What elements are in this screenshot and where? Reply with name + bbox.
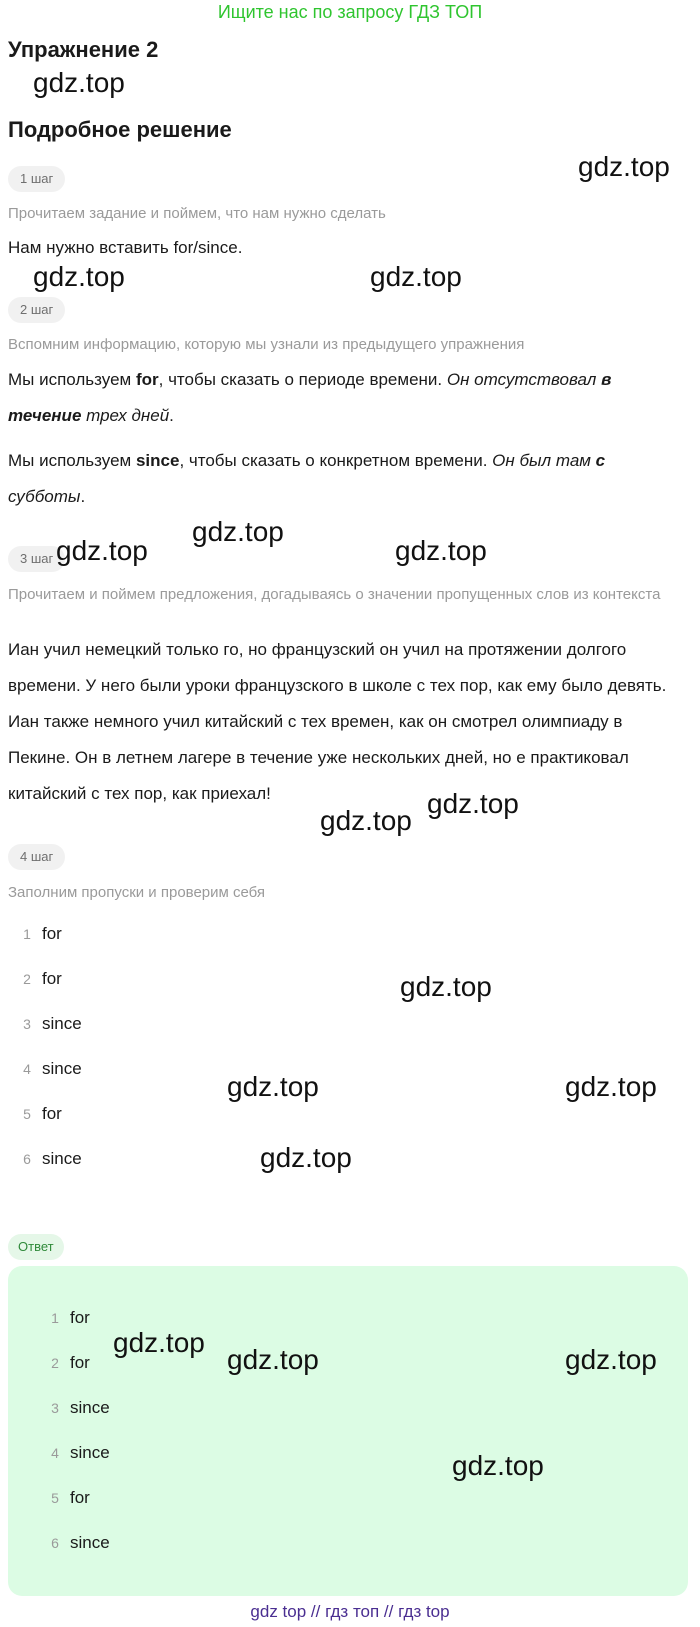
step-badge: 2 шаг (8, 297, 65, 323)
list-item: 3 since (23, 1014, 82, 1033)
watermark: gdz.top (452, 1450, 544, 1481)
watermark: gdz.top (320, 805, 412, 836)
answer-box (8, 1266, 688, 1596)
answer-list (20, 922, 82, 1192)
list-item: 3 since (51, 1398, 110, 1417)
footer-links[interactable]: gdz top // гдз топ // гдз top (250, 1602, 450, 1621)
step-badge: 1 шаг (8, 166, 65, 192)
list-item: 2 for (23, 969, 62, 988)
watermark: gdz.top (400, 971, 492, 1002)
list-item: 1 for (51, 1308, 90, 1327)
watermark: gdz.top (370, 261, 462, 292)
section-title: Подробное решение (8, 117, 232, 142)
list-item: 5 for (51, 1488, 90, 1507)
step-description: Прочитаем задание и поймем, что нам нужно сделать (8, 205, 386, 222)
watermark: gdz.top (427, 788, 519, 819)
list-item: 5 for (23, 1104, 62, 1123)
step-paragraph: Мы используем since, чтобы сказать о конкретном времени. Он был там с субботы. (8, 451, 606, 506)
list-item: 6 since (23, 1149, 82, 1168)
step-paragraph: Мы используем for, чтобы сказать о периоде времени. Он отсутствовал в течение трех дней. (8, 370, 612, 425)
watermark: gdz.top (33, 67, 125, 98)
watermark: gdz.top (260, 1142, 352, 1173)
watermark: gdz.top (113, 1327, 205, 1358)
step-badge: 3 шаг (8, 546, 65, 572)
watermark: gdz.top (227, 1071, 319, 1102)
step-text: Иан учил немецкий только го, но французский он учил на протяжении долгого времени. У него были уроки французского в школе с тех пор, как ему было девять. Иан также немного учил китайский с тех времен, как он смотрел олимпиаду в Пекине. Он в летнем лагере в течение уже нескольких дней, но е практиковал китайский с тех пор, как приехал! (8, 640, 667, 803)
watermark: gdz.top (227, 1344, 319, 1375)
step-badge: 4 шаг (8, 844, 65, 870)
answer-list (48, 1306, 110, 1576)
answer-badge: Ответ (8, 1234, 64, 1260)
list-item: 2 for (51, 1353, 90, 1372)
list-item: 4 since (23, 1059, 82, 1078)
watermark: gdz.top (33, 261, 125, 292)
watermark: gdz.top (578, 151, 670, 182)
watermark: gdz.top (395, 535, 487, 566)
step-description: Заполним пропуски и проверим себя (8, 884, 266, 901)
exercise-title: Упражнение 2 (8, 37, 159, 62)
step-description: Прочитаем и поймем предложения, догадываясь о значении пропущенных слов из контекста (8, 586, 661, 603)
list-item: 1 for (23, 924, 62, 943)
list-item: 6 since (51, 1533, 110, 1552)
watermark: gdz.top (565, 1071, 657, 1102)
list-item: 4 since (51, 1443, 110, 1462)
step-text: Нам нужно вставить for/since. (8, 238, 243, 257)
watermark: gdz.top (192, 516, 284, 547)
search-banner: Ищите нас по запросу ГДЗ ТОП (217, 2, 483, 22)
watermark: gdz.top (565, 1344, 657, 1375)
step-description: Вспомним информацию, которую мы узнали из предыдущего упражнения (8, 336, 525, 353)
watermark: gdz.top (56, 535, 148, 566)
